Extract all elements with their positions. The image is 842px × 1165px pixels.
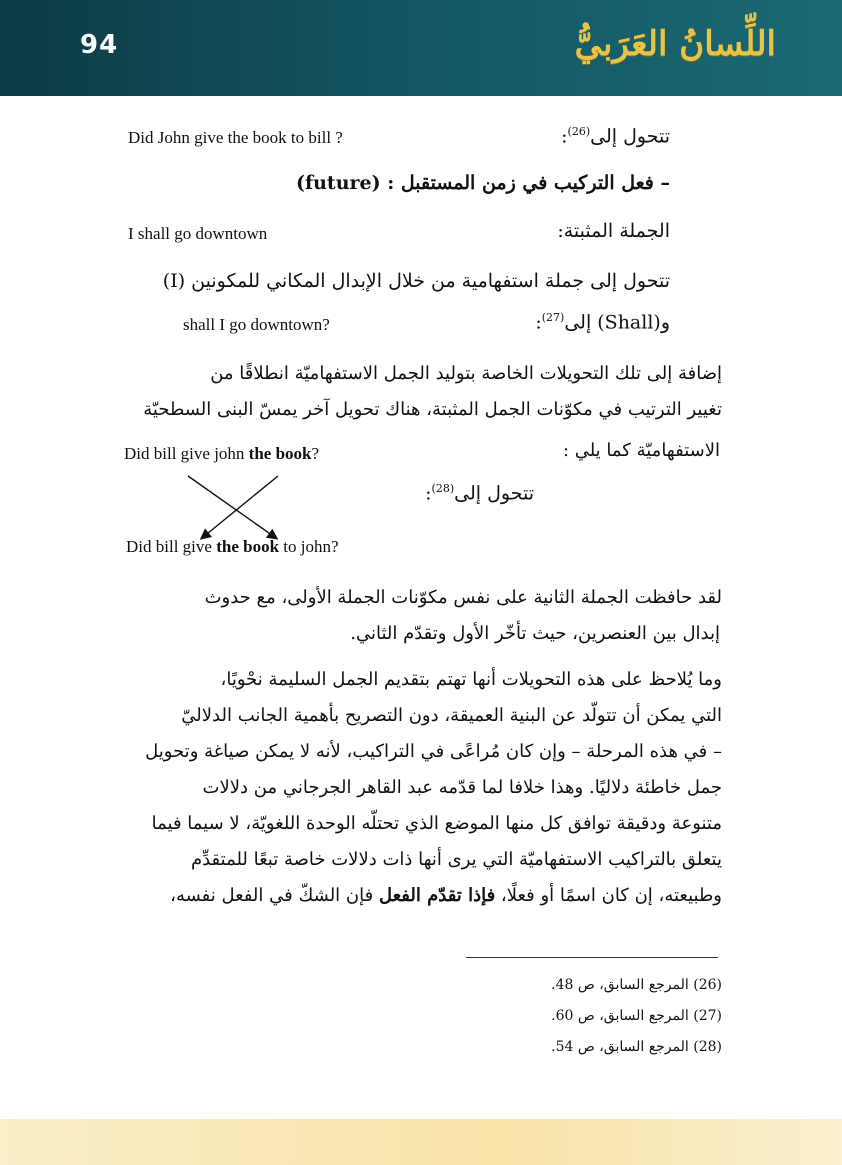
english-sentence-question: Did John give the book to bill ? xyxy=(128,128,343,147)
footnote-ref-26: (26) xyxy=(567,125,591,138)
transform-description-line1: تتحول إلى جملة استفهامية من خلال الإبدال المكاني للمكونين (I) xyxy=(162,270,670,292)
sentence-part: Did bill give john xyxy=(124,444,249,463)
line-part: وطبيعته، إن كان اسمًا أو فعلًا، xyxy=(495,885,722,906)
paragraph-line-last: الاستفهاميّة كما يلي : xyxy=(562,440,720,461)
transform-label-27 xyxy=(535,311,670,333)
arrow-right-down xyxy=(188,476,276,538)
page-number: 94 xyxy=(80,30,119,60)
line-bold-part: فإذا تقدّم الفعل xyxy=(378,885,496,906)
paragraph-line: – في هذه المرحلة – وإن كان مُراعًى في التراكيب، لأنه لا يمكن صياغة وتحويل xyxy=(145,741,722,762)
paragraph-intro xyxy=(122,356,722,428)
transform-label-text: تتحول إلى xyxy=(454,482,534,505)
affirmative-label: الجملة المثبتة: xyxy=(557,220,670,242)
transform-label-text: تتحول إلى xyxy=(590,125,670,148)
footnote-divider xyxy=(466,957,718,958)
paragraph-line: يتعلق بالتراكيب الاستفهاميّة التي يرى أنها ذات دلالات خاصة تبعًا للمتقدِّم xyxy=(190,849,722,870)
english-sentence-affirmative: I shall go downtown xyxy=(128,224,268,243)
footnote-26: (26) المرجع السابق، ص 48. xyxy=(551,977,722,993)
footnote-28: (28) المرجع السابق، ص 54. xyxy=(551,1039,722,1055)
future-tense-heading: – فعل التركيب في زمن المستقبل : (future) xyxy=(295,172,670,194)
sentence-part: ? xyxy=(311,444,320,463)
footnote-ref-28: (28) xyxy=(431,482,455,495)
sentence-bold-part: the book xyxy=(248,444,312,463)
paragraph-line: جمل خاطئة دلاليًا. وهذا خلافا لما قدّمه عبد القاهر الجرجاني من دلالات xyxy=(202,777,722,798)
paragraph-analysis xyxy=(122,662,722,914)
colon: : xyxy=(561,125,568,148)
sentence-part: to john? xyxy=(279,537,339,556)
colon: : xyxy=(535,311,542,334)
paragraph-line: وما يُلاحظ على هذه التحويلات أنها تهتم بتقديم الجمل السليمة نحْويًا، xyxy=(220,669,722,690)
transform-label-26 xyxy=(561,125,670,147)
paragraph-line xyxy=(122,878,722,914)
colon: : xyxy=(425,482,432,505)
journal-logo: اللِّسانُ العَرَبيُّ xyxy=(574,24,776,64)
line-part: فإن الشكّ في الفعل نفسه، xyxy=(170,885,379,906)
sentence-bold-part: the book xyxy=(216,537,280,556)
paragraph-swap xyxy=(122,580,722,616)
english-sentence-shall-question: shall I go downtown? xyxy=(183,315,330,334)
sentence-part: Did bill give xyxy=(126,537,217,556)
arrow-left-down xyxy=(202,476,278,538)
paragraph-line: متنوعة ودقيقة توافق كل منها الموضع الذي تحتلّه الوحدة اللغويّة، لا سيما فيما xyxy=(151,813,722,834)
paragraph-line: تغيير الترتيب في مكوّنات الجمل المثبتة، هناك تحويل آخر يمسّ البنى السطحيّة xyxy=(143,399,722,420)
diagram-sentence-1 xyxy=(124,444,319,464)
paragraph-line: إضافة إلى تلك التحويلات الخاصة بتوليد الجمل الاستفهاميّة انطلاقًا من xyxy=(210,363,722,384)
page-footer-band xyxy=(0,1119,842,1165)
transform-label-text: و(Shall) إلى xyxy=(564,311,670,334)
footnote-27: (27) المرجع السابق، ص 60. xyxy=(551,1008,722,1024)
transform-label-28 xyxy=(425,482,534,504)
paragraph-line: لقد حافظت الجملة الثانية على نفس مكوّنات الجملة الأولى، مع حدوث xyxy=(204,587,722,608)
footnote-ref-27: (27) xyxy=(541,311,565,324)
paragraph-line: التي يمكن أن تتولّد عن البنية العميقة، دون التصريح بأهمية الجانب الدلاليّ xyxy=(181,705,722,726)
page-header xyxy=(0,0,842,96)
diagram-sentence-2 xyxy=(126,537,339,557)
paragraph-line-last: إبدال بين العنصرين، حيث تأخّر الأول وتقدّم الثاني. xyxy=(350,623,720,644)
